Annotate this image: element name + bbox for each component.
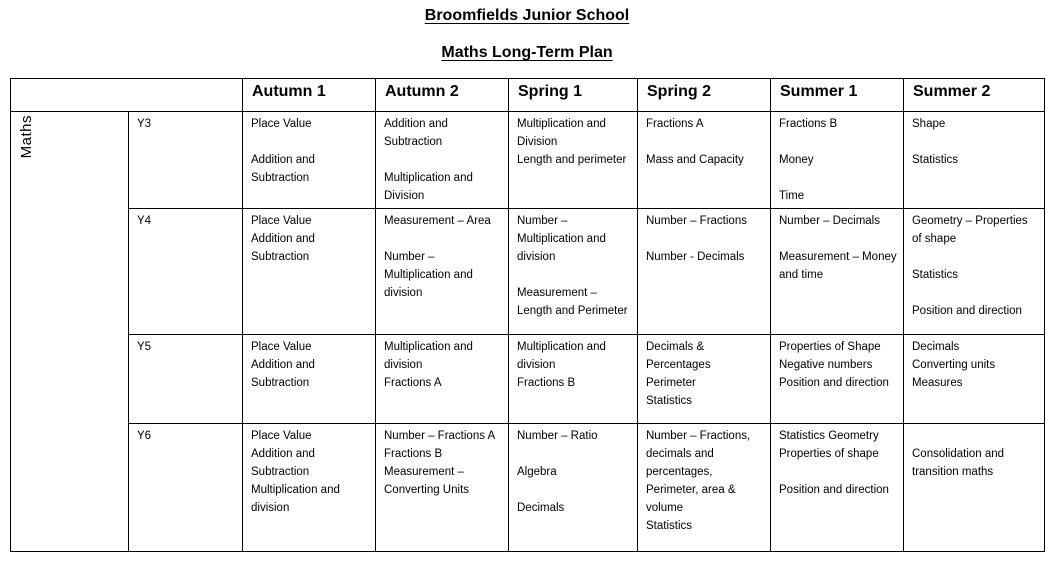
- cell-y6-spring-1: Number – Ratio Algebra Decimals: [509, 424, 638, 552]
- col-header-spring-2: Spring 2: [638, 79, 771, 112]
- title-block: [0, 6, 1054, 63]
- cell-y3-spring-2: Fractions A Mass and Capacity: [638, 112, 771, 209]
- header-row: [11, 79, 1045, 112]
- year-label-y4: Y4: [129, 209, 243, 335]
- year-label-y5: Y5: [129, 335, 243, 424]
- col-header-spring-1: Spring 1: [509, 79, 638, 112]
- year-label-y6: Y6: [129, 424, 243, 552]
- cell-y5-summer-2: Decimals Converting units Measures: [904, 335, 1045, 424]
- long-term-plan-table: [10, 78, 1045, 552]
- cell-y4-autumn-2: Measurement – Area Number – Multiplication and division: [376, 209, 509, 335]
- col-header-autumn-1: Autumn 1: [243, 79, 376, 112]
- cell-y3-spring-1: Multiplication and Division Length and perimeter: [509, 112, 638, 209]
- col-header-summer-1: Summer 1: [771, 79, 904, 112]
- cell-y4-spring-1: Number – Multiplication and division Measurement – Length and Perimeter: [509, 209, 638, 335]
- cell-y4-summer-1: Number – Decimals Measurement – Money and time: [771, 209, 904, 335]
- cell-y6-autumn-2: Number – Fractions A Fractions B Measurement – Converting Units: [376, 424, 509, 552]
- subject-cell: [11, 112, 129, 552]
- cell-y3-summer-2: Shape Statistics: [904, 112, 1045, 209]
- table-row-y5: [11, 335, 1045, 424]
- page-title: Broomfields Junior School: [424, 7, 630, 24]
- corner-cell: [11, 79, 243, 112]
- cell-y6-summer-1: Statistics Geometry Properties of shape Position and direction: [771, 424, 904, 552]
- col-header-autumn-2: Autumn 2: [376, 79, 509, 112]
- year-label-y3: Y3: [129, 112, 243, 209]
- cell-y6-autumn-1: Place Value Addition and Subtraction Multiplication and division: [243, 424, 376, 552]
- cell-y4-summer-2: Geometry – Properties of shape Statistics Position and direction: [904, 209, 1045, 335]
- col-header-summer-2: Summer 2: [904, 79, 1045, 112]
- cell-y5-spring-1: Multiplication and division Fractions B: [509, 335, 638, 424]
- cell-y4-autumn-1: Place Value Addition and Subtraction: [243, 209, 376, 335]
- cell-y3-summer-1: Fractions B Money Time: [771, 112, 904, 209]
- cell-y6-summer-2: Consolidation and transition maths: [904, 424, 1045, 552]
- cell-y5-autumn-2: Multiplication and division Fractions A: [376, 335, 509, 424]
- cell-y5-autumn-1: Place Value Addition and Subtraction: [243, 335, 376, 424]
- cell-y5-summer-1: Properties of Shape Negative numbers Position and direction: [771, 335, 904, 424]
- cell-y5-spring-2: Decimals & Percentages Perimeter Statistics: [638, 335, 771, 424]
- table-row-y6: [11, 424, 1045, 552]
- cell-y3-autumn-2: Addition and Subtraction Multiplication and Division: [376, 112, 509, 209]
- page-subtitle: Maths Long-Term Plan: [441, 44, 613, 61]
- cell-y4-spring-2: Number – Fractions Number - Decimals: [638, 209, 771, 335]
- cell-y3-autumn-1: Place Value Addition and Subtraction: [243, 112, 376, 209]
- cell-y6-spring-2: Number – Fractions, decimals and percentages, Perimeter, area & volume Statistics: [638, 424, 771, 552]
- table-row-y4: [11, 209, 1045, 335]
- table-row-y3: [11, 112, 1045, 209]
- subject-label-maths: Maths: [18, 115, 35, 159]
